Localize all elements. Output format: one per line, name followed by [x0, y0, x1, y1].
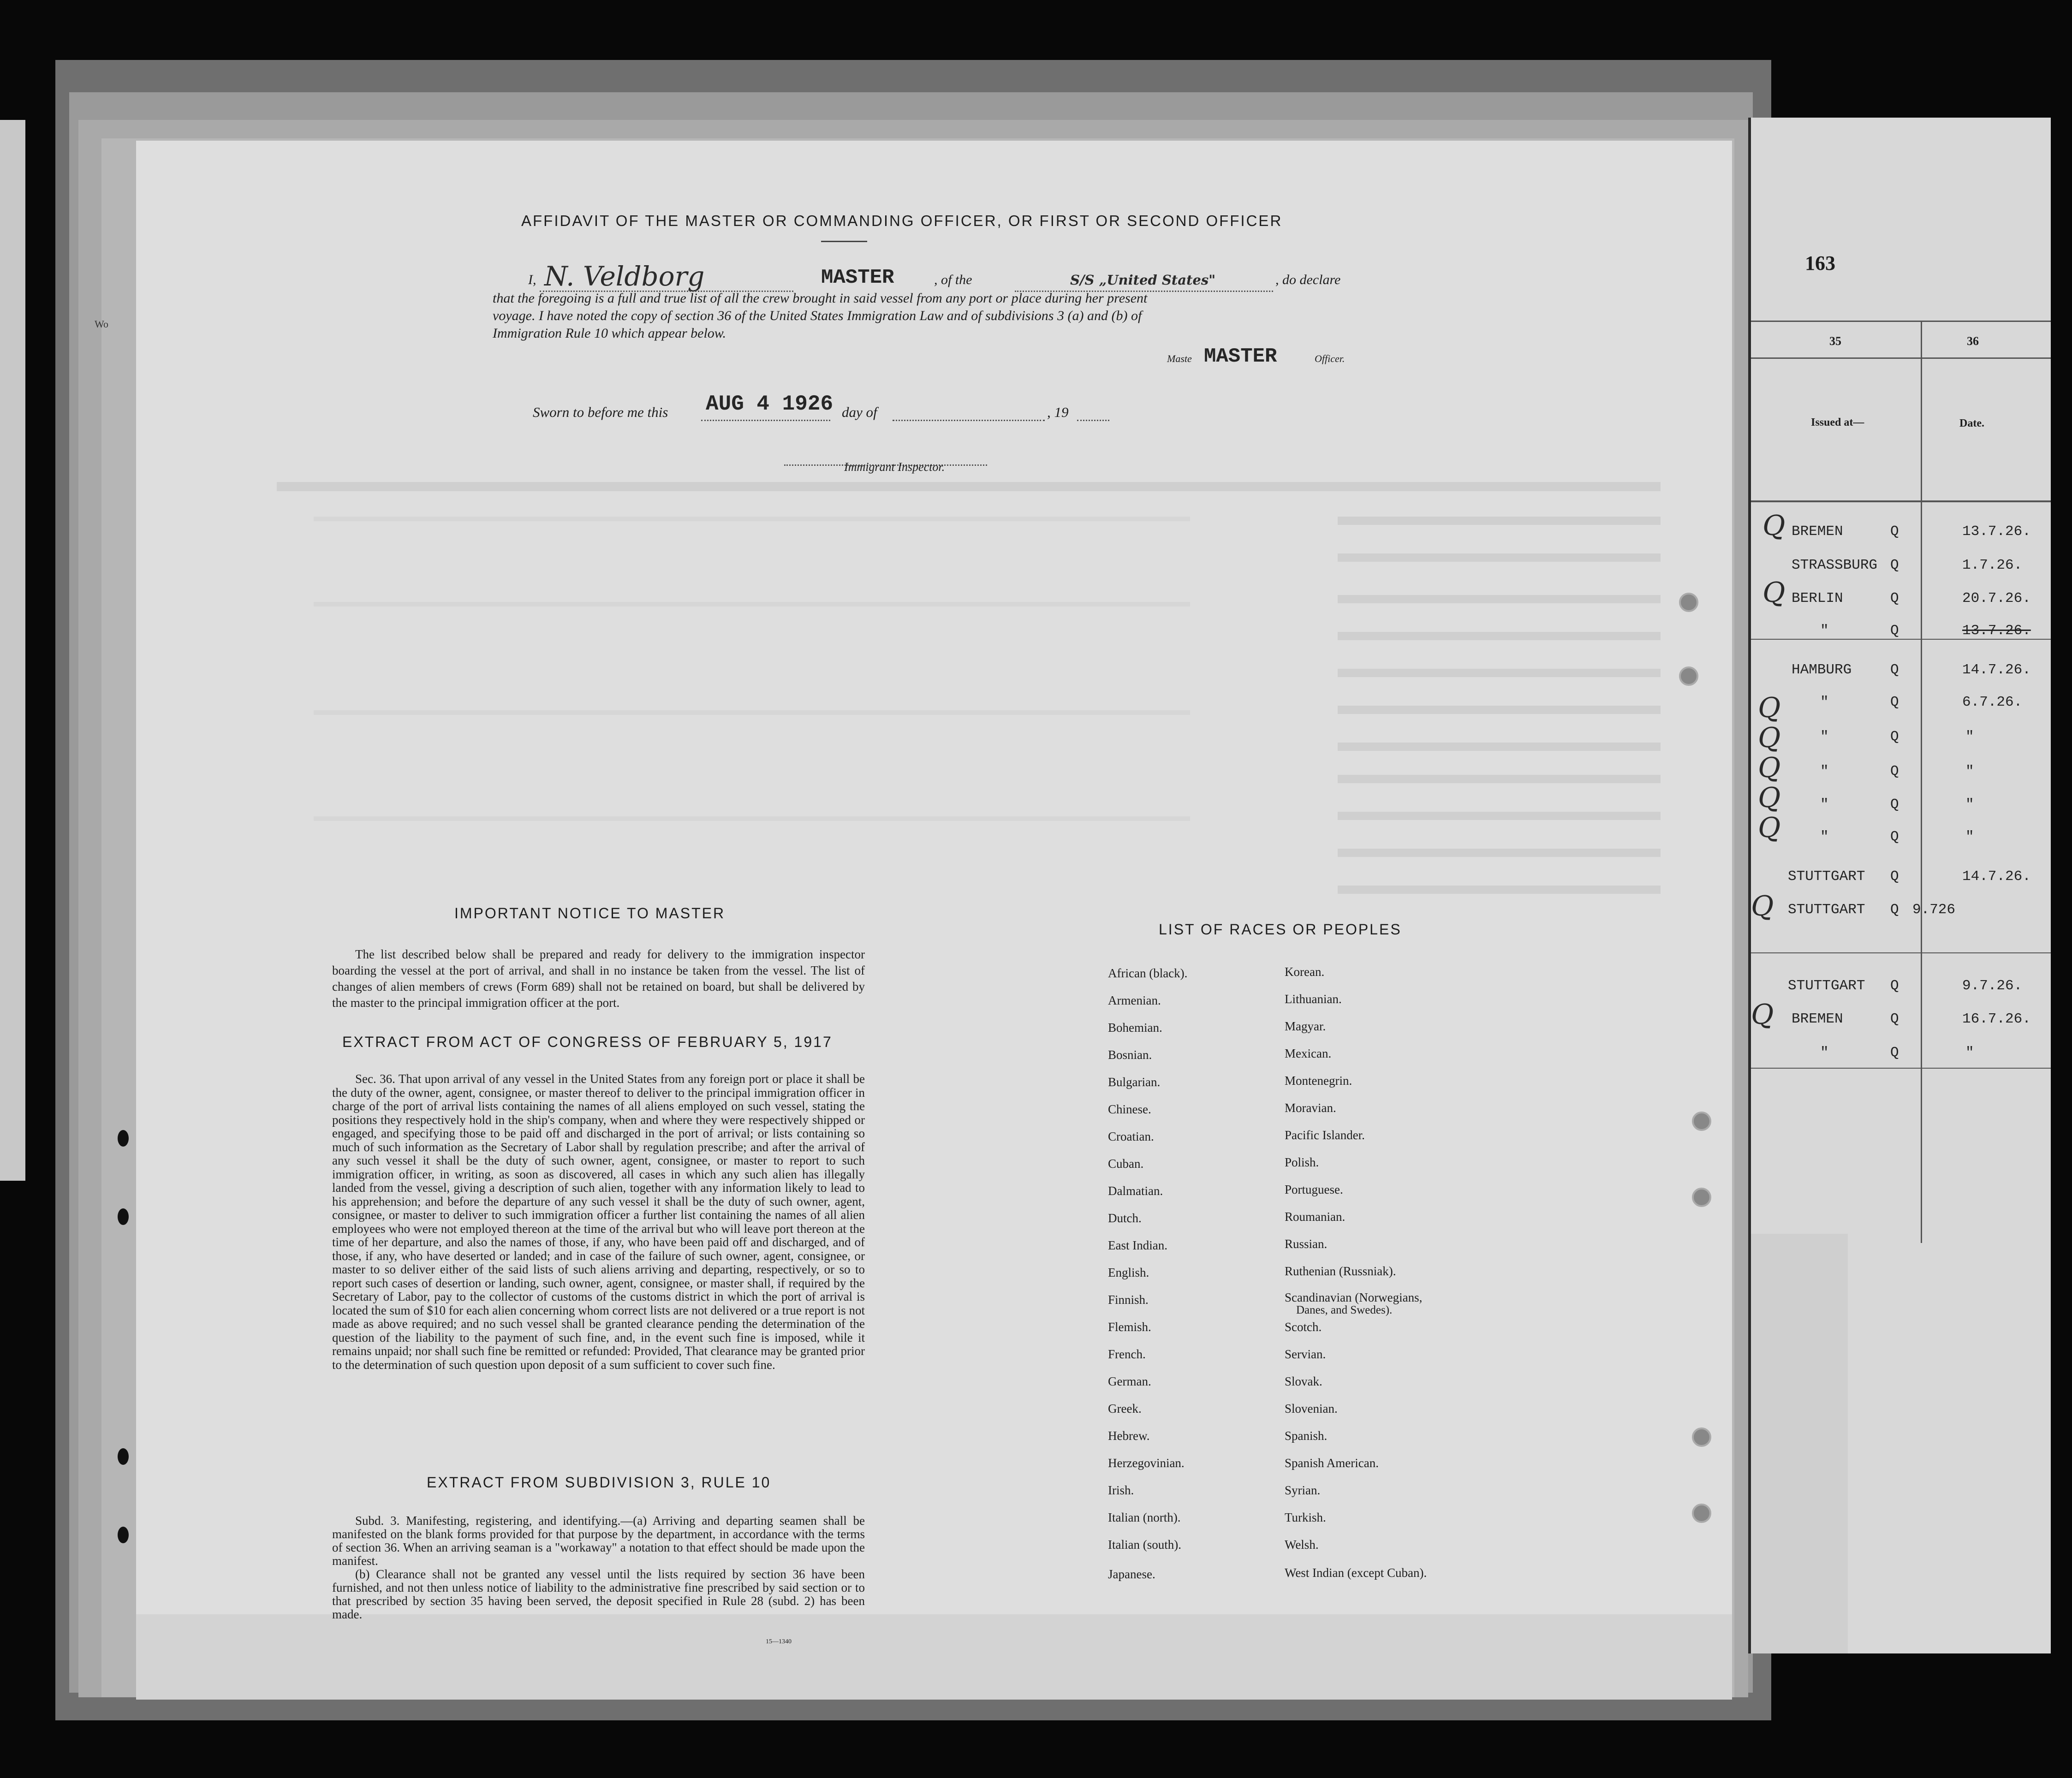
race-item: Pacific Islander.	[1285, 1128, 1365, 1142]
left-edge-text: Wo	[95, 318, 109, 330]
races-heading: LIST OF RACES OR PEOPLES	[1159, 921, 1402, 938]
affidavit-line: that the foregoing is a full and true list of all the crew brought in said vessel from any port or place during her present	[493, 291, 1148, 306]
date-cell: "	[1965, 729, 1974, 745]
sworn-label: Sworn to before me this	[533, 404, 668, 420]
check-mark-icon: Q	[1758, 692, 1781, 724]
rivet-icon	[1692, 1504, 1711, 1523]
check-mark-icon: Q	[1762, 577, 1786, 609]
race-item: West Indian (except Cuban).	[1285, 1566, 1427, 1580]
race-item: Slovak.	[1285, 1374, 1322, 1388]
torn-lower-corner	[1751, 1234, 1848, 1653]
form-number: 15—1340	[766, 1638, 792, 1645]
rank-stamp: MASTER	[821, 266, 894, 289]
bleed-through-row	[1338, 886, 1661, 894]
q-cell: Q	[1890, 694, 1899, 710]
rule-para-b: (b) Clearance shall not be granted any vessel until the lists required by section 36 have been furnished, and not then unless notice of liability to the administrative fine prescribed by said section or to that prescribed by section 35 having been served, the deposit specified in Rule 28 (subd. 2) has been made.	[332, 1567, 865, 1621]
q-cell: Q	[1890, 797, 1899, 813]
race-item-continued: Danes, and Swedes).	[1296, 1304, 1393, 1316]
month-line	[893, 420, 1045, 421]
binder-hole-icon	[118, 1448, 129, 1465]
binder-hole-icon	[118, 1527, 129, 1543]
race-item: Ruthenian (Russniak).	[1285, 1264, 1396, 1278]
race-item: Turkish.	[1285, 1510, 1326, 1524]
affidavit-line: Immigration Rule 10 which appear below.	[493, 326, 726, 341]
issued-at-cell: BREMEN	[1792, 1011, 1843, 1027]
affidavit-i: I,	[528, 272, 536, 287]
row-rule	[1751, 1068, 2051, 1069]
date-cell: "	[1965, 829, 1974, 845]
row-rule	[1751, 952, 2051, 953]
year-line	[1077, 420, 1109, 421]
affidavit-line: voyage. I have noted the copy of section 36 of the United States Immigration Law and of subdivisions 3 (a) and (b) of	[493, 308, 1142, 323]
ship-name: S/S „United States"	[1070, 272, 1216, 288]
race-item: Flemish.	[1108, 1320, 1151, 1334]
race-item: French.	[1108, 1347, 1146, 1361]
bleed-through-row	[277, 482, 1661, 491]
race-item: Dutch.	[1108, 1211, 1142, 1225]
officer-rank-stamp: MASTER	[1204, 345, 1277, 368]
issued-at-cell: BREMEN	[1792, 523, 1843, 540]
race-item: German.	[1108, 1374, 1151, 1388]
header-rule	[1751, 321, 2051, 322]
q-cell: Q	[1890, 557, 1899, 573]
q-cell: Q	[1890, 590, 1899, 607]
bleed-through-row	[1338, 632, 1661, 640]
check-mark-icon: Q	[1762, 510, 1786, 542]
race-item: Magyar.	[1285, 1019, 1326, 1033]
q-cell: Q	[1890, 523, 1899, 540]
date-cell: 6.7.26.	[1962, 694, 2023, 710]
race-item: Italian (south).	[1108, 1538, 1181, 1552]
row-rule	[1751, 639, 2051, 640]
q-cell: Q	[1890, 978, 1899, 994]
race-item: Polish.	[1285, 1155, 1319, 1169]
race-item: Armenian.	[1108, 993, 1161, 1007]
q-cell: Q	[1890, 902, 1899, 918]
q-cell: Q	[1890, 868, 1899, 885]
sheet-bottom-edge	[136, 1614, 1732, 1700]
race-item: Syrian.	[1285, 1483, 1321, 1497]
race-item: Greek.	[1108, 1402, 1142, 1415]
issued-at-cell: "	[1820, 829, 1829, 845]
race-item: Slovenian.	[1285, 1402, 1338, 1415]
race-item: East Indian.	[1108, 1238, 1167, 1252]
act-body	[332, 1072, 865, 1372]
date-cell: 16.7.26.	[1962, 1011, 2031, 1027]
race-item: Dalmatian.	[1108, 1184, 1163, 1198]
rivet-icon	[1692, 1427, 1711, 1447]
left-page-edge	[0, 120, 25, 1181]
issued-at-cell: "	[1820, 694, 1829, 710]
act-heading: EXTRACT FROM ACT OF CONGRESS OF FEBRUARY 5, 1917	[342, 1034, 833, 1050]
bleed-through-row	[1338, 517, 1661, 525]
race-item: Scandinavian (Norwegians,	[1285, 1290, 1423, 1304]
race-item: Chinese.	[1108, 1102, 1151, 1116]
issued-at-cell: STUTTGART	[1788, 868, 1865, 885]
rule-heading: EXTRACT FROM SUBDIVISION 3, RULE 10	[427, 1474, 771, 1491]
issued-at-cell: "	[1820, 797, 1829, 813]
notice-text: The list described below shall be prepared and ready for delivery to the immigration inspector boarding the vessel at the port of arrival, and shall in no instance be taken from the vessel. The list of changes of alien members of crews (Form 689) shall not be retained on board, but shall be delivered by the master to the principal immigration officer at the port.	[332, 947, 865, 1010]
binder-hole-icon	[118, 1130, 129, 1147]
q-cell: Q	[1890, 623, 1899, 639]
issued-at-cell: "	[1820, 1045, 1829, 1061]
act-text: Sec. 36. That upon arrival of any vessel in the United States from any foreign port or place it shall be the duty of the owner, agent, consignee, or master thereof to deliver to the principal immigration officer in charge of the port of arrival lists containing the names of all aliens employed on such vessel, stating the positions they respectively hold in the ship's company, when and where they were respectively shipped or engaged, and specifying those to be paid off and discharged in the port of arrival; or lists containing so much of such information as the Secretary of Labor shall by regulation prescribe; and after the arrival of any such vessel it shall be the duty of such owner, agent, consignee, or master to report to such immigration officer, in writing, as soon as discovered, all cases in which any such alien has illegally landed from the vessel, giving a description of such alien, together with any information likely to lead to his apprehension; and before the departure of any such vessel it shall be the duty of such owner, agent, consignee, or master to deliver to such immigration officer a further list containing the names of all alien employees who were not employed thereon at the time of the arrival but who will leave port thereon at the time of her departure, and also the names of those, if any, who have been paid off and discharged, and of those, if any, who have deserted or landed; and in case of the failure of such owner, agent, consignee, or master to so deliver either of the said lists of such aliens arriving and departing, respectively, or so to report such cases of desertion or landing, such owner, agent, consignee, or master shall, if required by the Secretary of Labor, pay to the collector of customs of the customs district in which the port of arrival is located the sum of $10 for each alien concerning whom correct lists are not delivered or a true report is not made as above required; and no such vessel shall be granted clearance pending the determination of the question of the liability to the payment of such fine, and, in the event such fine is imposed, while it remains unpaid; nor shall such fine be remitted or refunded: Provided, That clearance may be granted prior to the determination of such question upon deposit of a sum sufficient to cover such fine.	[332, 1072, 865, 1372]
race-item: Russian.	[1285, 1237, 1328, 1251]
check-mark-icon: Q	[1751, 999, 1774, 1031]
officer-suffix: Officer.	[1315, 353, 1345, 364]
bleed-through-row	[1338, 775, 1661, 783]
race-item: Hebrew.	[1108, 1429, 1150, 1443]
bleed-through-row	[314, 816, 1190, 821]
q-cell: Q	[1890, 763, 1899, 779]
right-manifest-sheet	[1748, 118, 2051, 1653]
race-item: Welsh.	[1285, 1538, 1319, 1552]
date-cell: 14.7.26.	[1962, 662, 2031, 678]
issued-at-cell: STUTTGART	[1788, 902, 1865, 918]
race-item: Bulgarian.	[1108, 1075, 1161, 1089]
check-mark-icon: Q	[1758, 782, 1781, 814]
inspector-label: Immigrant Inspector.	[844, 460, 945, 474]
date-stamp: AUG 4 1926	[706, 392, 834, 416]
issued-at-cell: STRASSBURG	[1792, 557, 1878, 573]
bleed-through-row	[1338, 553, 1661, 562]
race-item: Finnish.	[1108, 1293, 1149, 1307]
race-item: Bohemian.	[1108, 1021, 1162, 1035]
date-cell: 13.7.26.	[1962, 623, 2031, 639]
issued-at-cell: "	[1820, 763, 1829, 779]
issued-at-cell: BERLIN	[1792, 590, 1843, 607]
check-mark-icon: Q	[1758, 752, 1781, 784]
date-cell: 9.7.26.	[1962, 978, 2023, 994]
race-item: Spanish American.	[1285, 1456, 1379, 1470]
race-item: Roumanian.	[1285, 1210, 1346, 1224]
race-item: Moravian.	[1285, 1101, 1336, 1115]
race-item: Bosnian.	[1108, 1048, 1152, 1062]
race-item: Cuban.	[1108, 1157, 1144, 1171]
rivet-icon	[1679, 593, 1698, 612]
notice-heading: IMPORTANT NOTICE TO MASTER	[454, 905, 726, 922]
header-rule	[1751, 357, 2051, 359]
issued-at-cell: "	[1820, 729, 1829, 745]
column-divider	[1921, 321, 1922, 1243]
q-cell: Q	[1890, 1011, 1899, 1027]
notice-body	[332, 946, 865, 1011]
page-number: 163	[1805, 252, 1835, 274]
bleed-through-row	[1338, 849, 1661, 857]
rivet-icon	[1692, 1188, 1711, 1207]
declare-text: , do declare	[1275, 272, 1341, 287]
race-item: Mexican.	[1285, 1047, 1332, 1060]
title-underline	[821, 241, 867, 242]
year-label: , 19	[1047, 404, 1069, 420]
race-item: Irish.	[1108, 1483, 1134, 1497]
race-item: Herzegovinian.	[1108, 1456, 1185, 1470]
date-cell: 14.7.26.	[1962, 868, 2031, 885]
bleed-through-row	[1338, 812, 1661, 820]
date-cell: 13.7.26.	[1962, 523, 2031, 540]
issued-at-cell: "	[1820, 623, 1829, 639]
bleed-through-row	[1338, 706, 1661, 714]
affidavit-sheet	[136, 141, 1732, 1700]
bleed-through-row	[1338, 743, 1661, 751]
column-number-36: 36	[1967, 334, 1979, 348]
race-item: Lithuanian.	[1285, 992, 1342, 1006]
race-item: Croatian.	[1108, 1130, 1154, 1143]
bleed-through-row	[1338, 595, 1661, 603]
binder-hole-icon	[118, 1208, 129, 1225]
column-number-35: 35	[1829, 334, 1841, 348]
date-line	[701, 420, 830, 421]
issued-at-cell: STUTTGART	[1788, 978, 1865, 994]
race-item: Montenegrin.	[1285, 1074, 1352, 1088]
bleed-through-row	[314, 710, 1190, 715]
race-item: Japanese.	[1108, 1567, 1155, 1581]
check-mark-icon: Q	[1758, 812, 1781, 844]
issued-at-header: Issued at—	[1811, 416, 1864, 428]
rivet-icon	[1679, 666, 1698, 686]
of-the-text: , of the	[934, 272, 972, 287]
issued-at-cell: HAMBURG	[1792, 662, 1852, 678]
q-cell: Q	[1890, 1045, 1899, 1061]
header-rule	[1751, 500, 2051, 502]
q-cell: Q	[1890, 662, 1899, 678]
day-of-label: day of	[842, 404, 877, 420]
bleed-through-row	[314, 602, 1190, 607]
q-cell: Q	[1890, 729, 1899, 745]
affidavit-title: AFFIDAVIT OF THE MASTER OR COMMANDING OFFICER, OR FIRST OR SECOND OFFICER	[521, 212, 1283, 229]
date-cell: 20.7.26.	[1962, 590, 2031, 607]
bleed-through-row	[314, 517, 1190, 521]
rule-body	[332, 1514, 865, 1621]
date-cell: "	[1965, 763, 1974, 779]
race-item: Italian (north).	[1108, 1510, 1181, 1524]
race-item: Scotch.	[1285, 1320, 1322, 1334]
q-cell: Q	[1890, 829, 1899, 845]
date-cell: 1.7.26.	[1962, 557, 2023, 573]
master-signature: N. Veldborg	[544, 261, 705, 292]
race-item: Portuguese.	[1285, 1183, 1343, 1196]
race-item: Korean.	[1285, 965, 1325, 979]
date-cell: "	[1965, 797, 1974, 813]
check-mark-icon: Q	[1751, 890, 1774, 922]
rule-para-a: Subd. 3. Manifesting, registering, and identifying.—(a) Arriving and departing seamen shall be manifested on the blank forms provided for that purpose by the department, in accordance with the terms of section 36. When an arriving seaman is a "workaway" a notation to that effect should be made upon the manifest.	[332, 1514, 865, 1568]
check-mark-icon: Q	[1758, 722, 1781, 754]
officer-prefix: Maste	[1167, 353, 1192, 364]
race-item: English.	[1108, 1266, 1149, 1279]
race-item: Servian.	[1285, 1347, 1326, 1361]
race-item: Spanish.	[1285, 1429, 1328, 1443]
race-item: African (black).	[1108, 966, 1188, 980]
date-header: Date.	[1959, 417, 1984, 429]
date-cell: "	[1965, 1045, 1974, 1061]
bleed-through-row	[1338, 669, 1661, 677]
date-cell: 9.726	[1912, 902, 1956, 918]
rivet-icon	[1692, 1112, 1711, 1131]
